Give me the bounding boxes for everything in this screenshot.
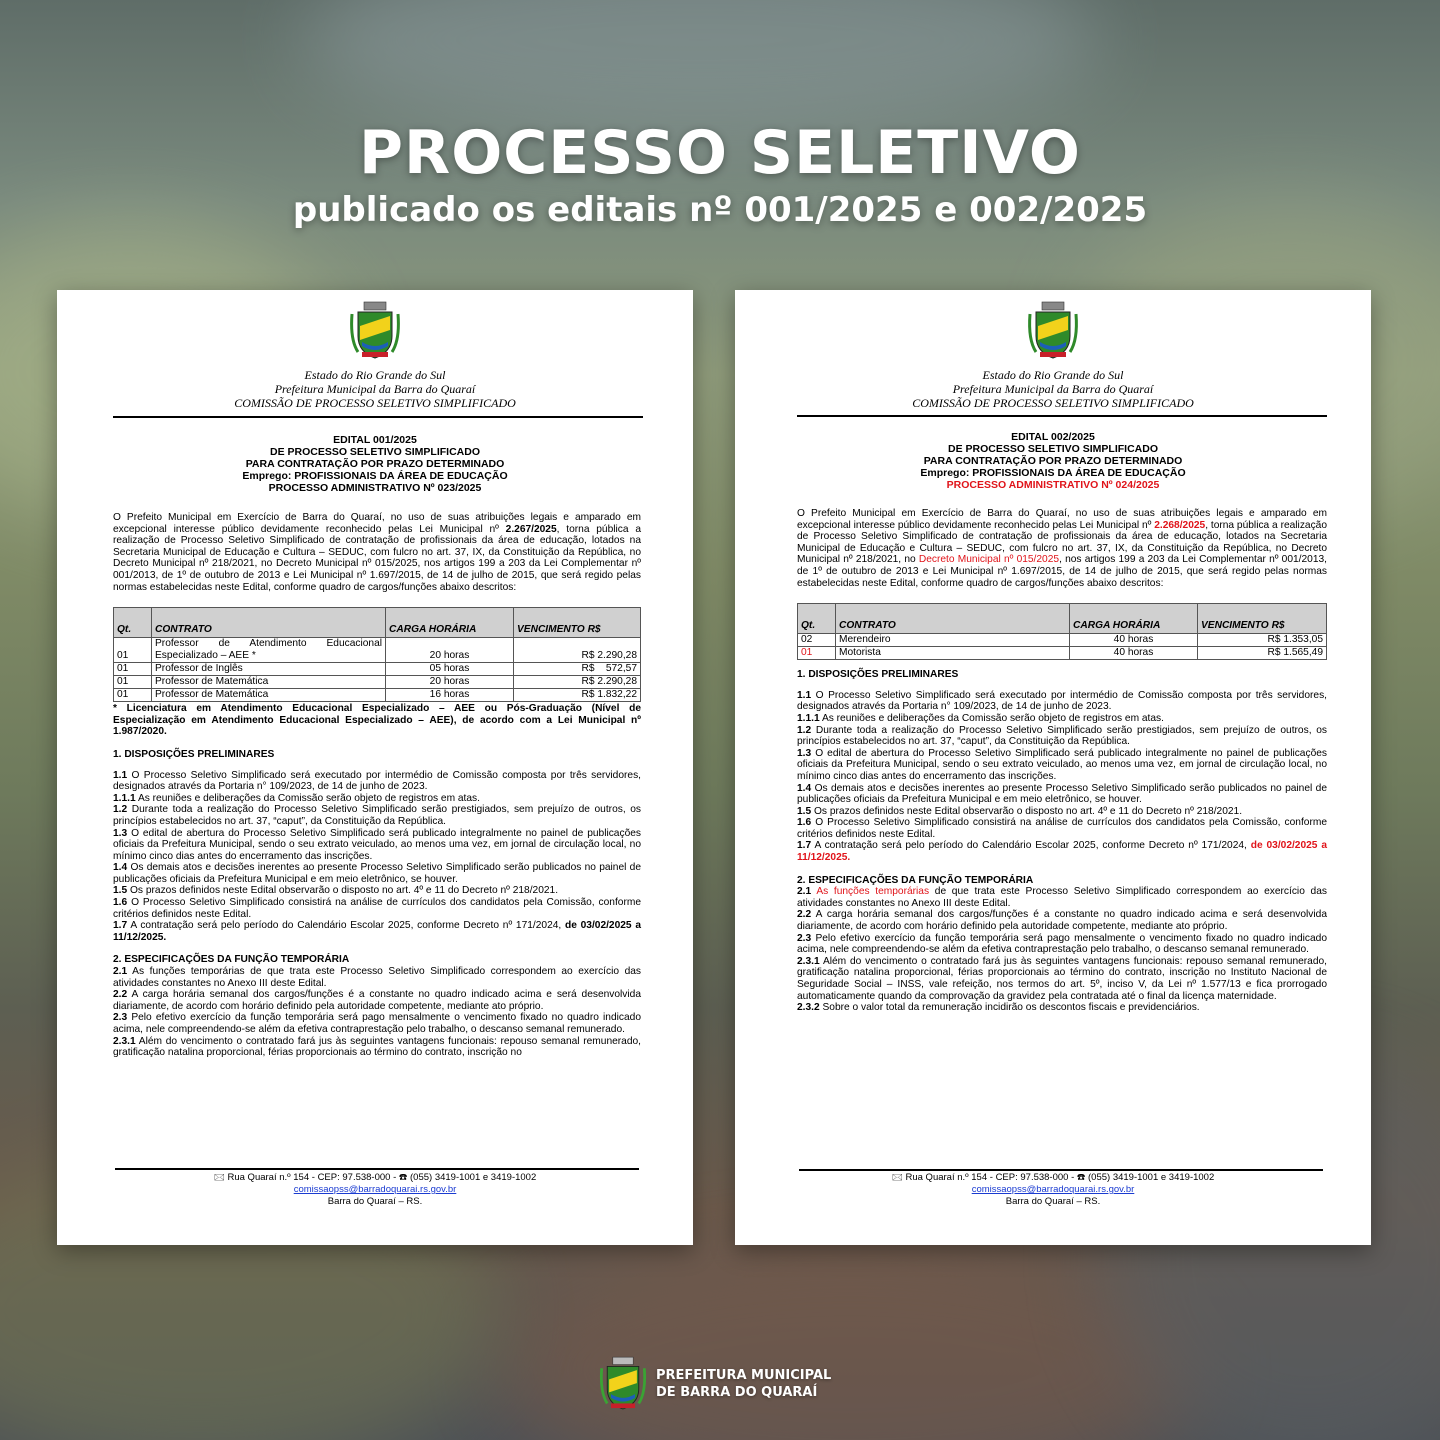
clause: 1.4 Os demais atos e decisões inerentes ao presente Processo Seletivo Simplificado serão publicados no painel de publicações oficiais da Prefeitura Municipal e em meio eletrônico, se houver. [797, 782, 1327, 806]
cell-qt: 01 [114, 676, 152, 689]
prefeitura-brand [598, 1354, 831, 1414]
footer-address: 🖂 Rua Quaraí n.º 154 - CEP: 97.538-000 - ☎ (055) 3419-1001 e 3419-1002 [891, 1172, 1215, 1183]
edital-002-page [735, 290, 1371, 1245]
section1-title: 1. DISPOSIÇÕES PRELIMINARES [797, 669, 959, 681]
table-row [114, 689, 641, 702]
footer-email-link[interactable]: comissaopss@barradoquarai.rs.gov.br [293, 1184, 457, 1195]
cell-contrato: Professor de Inglês [152, 663, 386, 676]
cell-qt: 01 [114, 638, 152, 663]
header-state: Estado do Rio Grande do Sul [304, 368, 446, 382]
clause: 2.3.1 Além do vencimento o contratado fará jus às seguintes vantagens funcionais: repouso semanal remunerado, gratificação natalina proporcional, férias proporcionais ao término do contrato, inscrição no Instituto Nacional de Seguridade Social – INSS, vale refeição, nos termos do art. 5º, inciso V, da Lei nº 1.577/13 e fica prorrogado automaticamente quando da comprovação da gravidez pela contratada até o final da licença maternidade. [797, 955, 1327, 1002]
clause: 2.3.1 Além do vencimento o contratado fará jus às seguintes vantagens funcionais: repouso semanal remunerado, gratificação natalina proporcional, férias proporcionais ao término do contrato, inscrição no [113, 1035, 641, 1059]
cell-qt: 01 [114, 663, 152, 676]
subheadline: publicado os editais nº 001/2025 e 002/2025 [292, 190, 1148, 230]
col-vencimento: VENCIMENTO R$ [514, 608, 641, 638]
footer-email-link[interactable]: comissaopss@barradoquarai.rs.gov.br [971, 1184, 1135, 1195]
cell-carga: 40 horas [1070, 634, 1198, 647]
header-prefeitura: Prefeitura Municipal da Barra do Quaraí [952, 382, 1154, 396]
col-qt: Qt. [114, 608, 152, 638]
col-vencimento: VENCIMENTO R$ [1198, 604, 1327, 634]
cell-venc: R$ 2.290,28 [514, 638, 641, 663]
col-carga: CARGA HORÁRIA [1070, 604, 1198, 634]
col-contrato: CONTRATO [152, 608, 386, 638]
clause: 1.5 Os prazos definidos neste Edital observarão o disposto no art. 4º e 11 do Decreto nº 218/2021. [113, 885, 559, 897]
cell-contrato: Professor de Matemática [152, 689, 386, 702]
cell-venc: R$ 1.353,05 [1198, 634, 1327, 647]
clause: 1.1 O Processo Seletivo Simplificado será executado por intermédio de Comissão composta por três servidores, designados através da Portaria n° 109/2023, de 14 de junho de 2023. [113, 769, 641, 793]
edital-purpose: PARA CONTRATAÇÃO POR PRAZO DETERMINADO [923, 455, 1183, 467]
edital-subtitle: DE PROCESSO SELETIVO SIMPLIFICADO [947, 443, 1159, 455]
cell-carga: 20 horas [386, 638, 514, 663]
cell-venc: R$ 572,57 [514, 663, 641, 676]
municipal-crest-icon [348, 300, 402, 362]
cell-carga: 05 horas [386, 663, 514, 676]
clause: 1.1.1 As reuniões e deliberações da Comissão serão objeto de registros em atas. [797, 712, 1164, 724]
footer-city: Barra do Quaraí – RS. [327, 1196, 423, 1207]
header-prefeitura: Prefeitura Municipal da Barra do Quaraí [274, 382, 476, 396]
edital-title [57, 434, 693, 494]
edital-001-page [57, 290, 693, 1245]
clause: 1.1 O Processo Seletivo Simplificado será executado por intermédio de Comissão composta por três servidores, designados através da Portaria n° 109/2023, de 14 de junho de 2023. [797, 689, 1327, 713]
clause: 2.2 A carga horária semanal dos cargos/funções é a constante no quadro indicado acima e será desenvolvida diariamente, de acordo com horário definido pela autoridade competente, mediante ato próprio. [797, 909, 1327, 933]
clause: 1.5 Os prazos definidos neste Edital observarão o disposto no art. 4º e 11 do Decreto nº 218/2021. [797, 805, 1243, 817]
clause: 1.2 Durante toda a realização do Processo Seletivo Simplificado serão prestigiados, sem prejuízo de outros, os princípios estabelecidos no art. 37, “caput”, da Constituição da República. [113, 804, 641, 827]
cell-venc: R$ 1.832,22 [514, 689, 641, 702]
cell-contrato: Merendeiro [836, 634, 1070, 647]
footer-divider [115, 1168, 639, 1170]
clause: 1.6 O Processo Seletivo Simplificado consistirá na análise de currículos dos candidatos pela Comissão, conforme critérios definidos neste Edital. [797, 817, 1327, 840]
footer-city: Barra do Quaraí – RS. [1005, 1196, 1101, 1207]
edital-title [735, 431, 1371, 491]
cell-qt: 01 [798, 647, 836, 660]
edital-subtitle: DE PROCESSO SELETIVO SIMPLIFICADO [269, 446, 481, 458]
cell-contrato: Professor de Atendimento Educacional Especializado – AEE * [152, 638, 386, 663]
header-state: Estado do Rio Grande do Sul [982, 368, 1124, 382]
cell-venc: R$ 2.290,28 [514, 676, 641, 689]
footer-address: 🖂 Rua Quaraí n.º 154 - CEP: 97.538-000 - ☎ (055) 3419-1001 e 3419-1002 [213, 1172, 537, 1183]
cell-qt: 02 [798, 634, 836, 647]
edital-processo: PROCESSO ADMINISTRATIVO Nº 023/2025 [268, 482, 482, 494]
edital-processo: PROCESSO ADMINISTRATIVO Nº 024/2025 [946, 479, 1160, 491]
table-row [114, 676, 641, 689]
col-carga: CARGA HORÁRIA [386, 608, 514, 638]
clause: 2.3 Pelo efetivo exercício da função temporária será pago mensalmente o vencimento fixado no quadro indicado acima, nele compreendendo-se além da efetiva contraprestação pelo trabalho, o descanso semanal remunerado. [113, 1012, 641, 1035]
brand-line2: DE BARRA DO QUARAÍ [656, 1385, 818, 1400]
clause: 1.4 Os demais atos e decisões inerentes ao presente Processo Seletivo Simplificado serão publicados no painel de publicações oficiais da Prefeitura Municipal e em meio eletrônico, se houver. [113, 862, 641, 885]
edital-number: EDITAL 002/2025 [1011, 431, 1095, 443]
municipal-crest-icon [1026, 300, 1080, 362]
cell-carga: 20 horas [386, 676, 514, 689]
edital-emprego: Emprego: PROFISSIONAIS DA ÁREA DE EDUCAÇÃO [920, 467, 1186, 479]
edital-emprego: Emprego: PROFISSIONAIS DA ÁREA DE EDUCAÇÃO [242, 470, 508, 482]
clause-1-7: 1.7 A contratação será pelo período do Calendário Escolar 2025, conforme Decreto nº 171/2024, de 03/02/2025 a 11/12/2025. [797, 840, 1328, 864]
section2-title: 2. ESPECIFICAÇÕES DA FUNÇÃO TEMPORÁRIA [797, 874, 1034, 886]
brand-text [656, 1367, 831, 1401]
clause: 1.2 Durante toda a realização do Processo Seletivo Simplificado serão prestigiados, sem prejuízo de outros, os princípios estabelecidos no art. 37, “caput”, da Constituição da República. [797, 724, 1327, 748]
headline: PROCESSO SELETIVO [359, 118, 1081, 188]
edital-purpose: PARA CONTRATAÇÃO POR PRAZO DETERMINADO [245, 458, 505, 470]
header-comissao: COMISSÃO DE PROCESSO SELETIVO SIMPLIFICADO [234, 396, 516, 410]
col-contrato: CONTRATO [836, 604, 1070, 634]
clause: 2.2 A carga horária semanal dos cargos/funções é a constante no quadro indicado acima e será desenvolvida diariamente, de acordo com horário definido pela autoridade competente, mediante ato próprio. [113, 989, 641, 1012]
col-qt: Qt. [798, 604, 836, 634]
clause: 2.3 Pelo efetivo exercício da função temporária será pago mensalmente o vencimento fixado no quadro indicado acima, nele compreendendo-se além da efetiva contraprestação pelo trabalho, o descanso semanal remunerado. [797, 932, 1327, 956]
cell-venc: R$ 1.565,49 [1198, 647, 1327, 660]
cell-qt: 01 [114, 689, 152, 702]
clause-1-7: 1.7 A contratação será pelo período do Calendário Escolar 2025, conforme Decreto nº 171/2024, de 03/02/2025 a 11/12/2025. [113, 920, 642, 943]
footer-divider [799, 1169, 1323, 1171]
header-divider [797, 415, 1327, 417]
table-row [114, 638, 641, 663]
cell-contrato: Motorista [836, 647, 1070, 660]
clause: 2.3.2 Sobre o valor total da remuneração incidirão os descontos fiscais e previdenciários. [797, 1002, 1200, 1014]
brand-line1: PREFEITURA MUNICIPAL [656, 1368, 832, 1383]
cell-carga: 16 horas [386, 689, 514, 702]
section2-title: 2. ESPECIFICAÇÕES DA FUNÇÃO TEMPORÁRIA [113, 954, 350, 966]
table-row [114, 663, 641, 676]
edital-number: EDITAL 001/2025 [333, 434, 417, 446]
clause: 1.3 O edital de abertura do Processo Seletivo Simplificado será publicado integralmente no painel de publicações oficiais da Prefeitura Municipal, sendo o seu extrato veiculado, ao menos uma vez, em jornal de circulação local, no mínimo cinco dias antes do encerramento das inscrições. [113, 827, 641, 862]
clause: 2.1 As funções temporárias de que trata este Processo Seletivo Simplificado correspondem ao exercício das atividades constantes no Anexo III deste Edital. [113, 966, 641, 989]
clause: 1.3 O edital de abertura do Processo Seletivo Simplificado será publicado integralmente no painel de publicações oficiais da Prefeitura Municipal, sendo o seu extrato veiculado, ao menos uma vez, em jornal de circulação local, no mínimo cinco dias antes do encerramento das inscrições. [797, 747, 1327, 782]
footer [57, 1172, 693, 1208]
cargos-table [113, 607, 641, 702]
intro-paragraph: O Prefeito Municipal em Exercício de Barra do Quaraí, no uso de suas atribuições legais e amparado em excepcional interesse público devidamente reconhecido pelas Lei Municipal nº 2.268/2025, torna pública a realização de Processo Seletivo Simplificado de contratação de profissionais da área de educação, lotados na Secretaria Municipal de Educação e Cultura – SEDUC, com fulcro no art. 37, IX, da Constituição da República, no Decreto Municipal nº 218/2021, no Decreto Municipal nº 015/2025, nos artigos 199 a 203 da Lei Complementar nº 001/2013, de 1º de outubro de 2013 e Lei Municipal nº 1.697/2015, de 14 de julho de 2015, que será regido pelas normas estabelecidas neste Edital, conforme quadro de cargos/funções abaixo descritos: [797, 508, 1327, 589]
header-divider [113, 416, 643, 418]
cell-carga: 40 horas [1070, 647, 1198, 660]
clause-2-1: 2.1 As funções temporárias de que trata este Processo Seletivo Simplificado correspondem ao exercício das atividades constantes no Anexo III deste Edital. [797, 886, 1327, 909]
aee-note: * Licenciatura em Atendimento Educacional Especializado – AEE ou Pós-Graduação (Nível de Especialização em Atendimento Educacional Especializado – AEE), de acordo com a Lei Municipal nº 1.987/2020. [113, 703, 641, 738]
cargos-table [797, 603, 1327, 660]
edital-body [113, 512, 641, 1059]
clause: 1.6 O Processo Seletivo Simplificado consistirá na análise de currículos dos candidatos pela Comissão, conforme critérios definidos neste Edital. [113, 897, 641, 920]
table-row [798, 647, 1327, 660]
intro-paragraph: O Prefeito Municipal em Exercício de Barra do Quaraí, no uso de suas atribuições legais e amparado em excepcional interesse público devidamente reconhecido pelas Lei Municipal nº 2.267/2025, torna pública a realização de Processo Seletivo Simplificado de contratação de profissionais da área de educação, lotados na Secretaria Municipal de Educação e Cultura – SEDUC, com fulcro no art. 37, IX, da Constituição da República, no Decreto Municipal nº 218/2021, no Decreto Municipal nº 015/2025, nos artigos 199 a 203 da Lei Complementar nº 001/2013, de 1º de outubro de 2013 e Lei Municipal nº 1.697/2015, de 14 de julho de 2015, que será regido pelas normas estabelecidas neste Edital, conforme quadro de cargos/funções abaixo descritos: [113, 512, 641, 593]
edital-body [797, 508, 1327, 1014]
municipal-crest-icon [598, 1354, 648, 1414]
cell-contrato: Professor de Matemática [152, 676, 386, 689]
section1-title: 1. DISPOSIÇÕES PRELIMINARES [113, 748, 275, 760]
footer [735, 1172, 1371, 1208]
table-row [798, 634, 1327, 647]
header-comissao: COMISSÃO DE PROCESSO SELETIVO SIMPLIFICADO [912, 396, 1194, 410]
clause: 1.1.1 As reuniões e deliberações da Comissão serão objeto de registros em atas. [113, 792, 480, 804]
